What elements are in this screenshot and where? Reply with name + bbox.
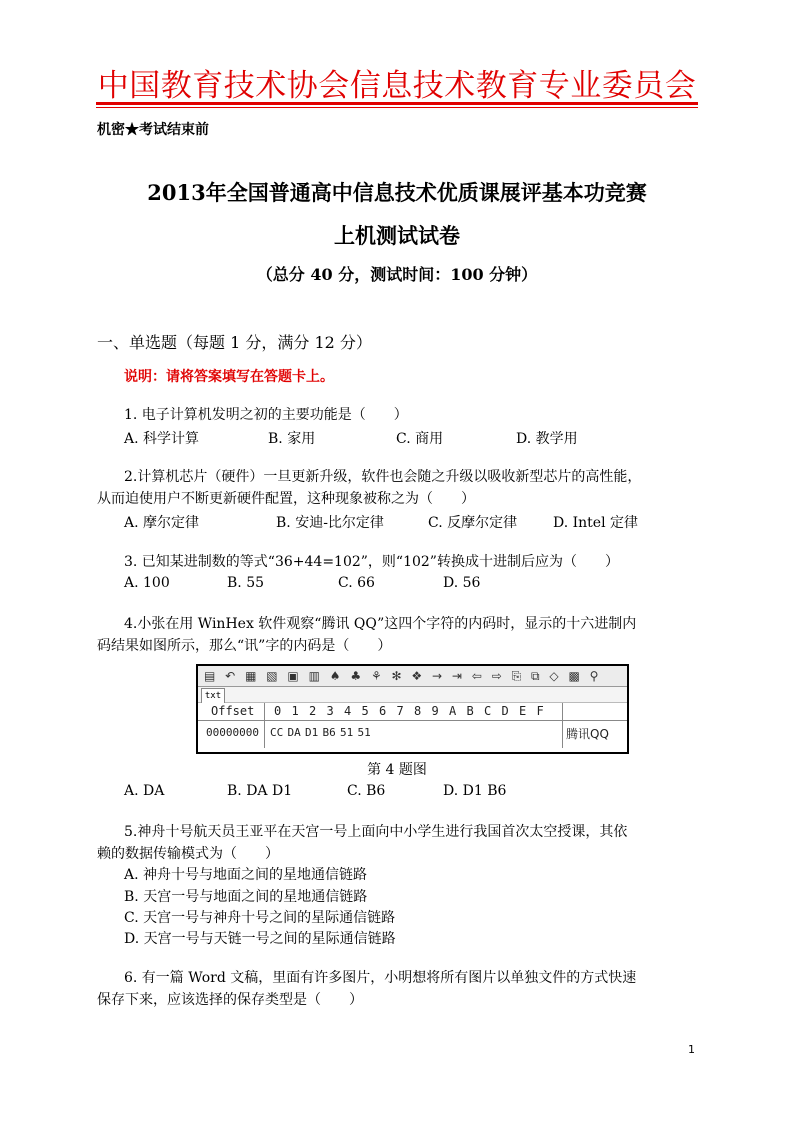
copy-icon: ▦ bbox=[245, 669, 257, 683]
winhex-data-row bbox=[198, 722, 627, 746]
hex-column-label: 4 bbox=[344, 704, 352, 718]
clipboard-icon: ▥ bbox=[308, 669, 320, 683]
question-6-stem-line2: 保存下来，应该选择的保存类型是（ ） bbox=[97, 992, 363, 1008]
winhex-file-tab: txt bbox=[201, 688, 225, 703]
undo-icon: ↶ bbox=[225, 669, 236, 683]
forward-icon: ⇨ bbox=[491, 669, 502, 683]
search-icon: ⚲ bbox=[589, 669, 599, 683]
question-2-stem-line1: 2.计算机芯片（硬件）一旦更新升级，软件也会随之升级以吸收新型芯片的高性能， bbox=[124, 469, 642, 485]
goto-offset-icon: ⇥ bbox=[451, 669, 462, 683]
header-rule-thick bbox=[96, 102, 698, 105]
question-2-stem-line2: 从而迫使用户不断更新硬件配置，这种现象被称之为（ ） bbox=[97, 491, 475, 507]
replace-icon: ⚘ bbox=[370, 669, 382, 683]
disk-icon: ⎘ bbox=[511, 669, 522, 683]
question-4-option-c: C. B6 bbox=[347, 783, 386, 799]
hex-column-label: 2 bbox=[309, 704, 317, 718]
hex-column-label: 7 bbox=[396, 704, 404, 718]
hex-column-label: E bbox=[519, 704, 527, 718]
question-5-option-c: C. 天宫一号与神舟十号之间的星际通信链路 bbox=[124, 910, 396, 926]
find-hex-icon: ♣ bbox=[350, 669, 362, 683]
exam-subtitle: 上机测试试卷 bbox=[334, 223, 460, 248]
find-next-icon: ❖ bbox=[411, 669, 423, 683]
row-offset: 00000000 bbox=[206, 726, 259, 739]
question-2-option-b: B. 安迪-比尔定律 bbox=[276, 515, 384, 531]
question-4-stem-line2: 码结果如图所示，那么“讯”字的内码是（ ） bbox=[97, 638, 392, 654]
hex-byte: D1 bbox=[305, 726, 319, 739]
hex-column-label: 0 bbox=[274, 704, 282, 718]
open-icon: ▤ bbox=[204, 669, 216, 683]
question-6-stem-line1: 6. 有一篇 Word 文稿，里面有许多图片，小明想将所有图片以单独文件的方式快速 bbox=[124, 970, 637, 986]
tools-icon: ◇ bbox=[549, 669, 559, 683]
question-5-stem-line1: 5.神舟十号航天员王亚平在天宫一号上面向中小学生进行我国首次太空授课，其依 bbox=[124, 824, 628, 840]
row-text: 腾讯QQ bbox=[566, 727, 609, 741]
page-number: 1 bbox=[688, 1043, 695, 1056]
hex-column-label: 5 bbox=[361, 704, 369, 718]
secret-mark: 机密★考试结束前 bbox=[97, 122, 209, 138]
hex-column-label: 8 bbox=[414, 704, 422, 718]
header-rule-thin bbox=[96, 107, 698, 108]
figure-caption: 第 4 题图 bbox=[367, 762, 427, 778]
question-3-option-d: D. 56 bbox=[443, 575, 481, 591]
question-1-option-a: A. 科学计算 bbox=[124, 431, 200, 447]
hex-byte: CC bbox=[270, 726, 284, 739]
question-3-option-a: A. 100 bbox=[124, 575, 170, 591]
replace-hex-icon: ✻ bbox=[391, 669, 402, 683]
hex-byte: 51 bbox=[340, 726, 354, 739]
winhex-screenshot bbox=[196, 664, 629, 754]
section-note: 说明：请将答案填写在答题卡上。 bbox=[124, 369, 334, 385]
question-4-option-d: D. D1 B6 bbox=[443, 783, 507, 799]
hex-column-label: A bbox=[449, 704, 457, 718]
hex-column-label: 6 bbox=[379, 704, 387, 718]
exam-title: 2013年全国普通高中信息技术优质课展评基本功竞赛 bbox=[147, 180, 647, 205]
question-5-stem-line2: 赖的数据传输模式为（ ） bbox=[97, 846, 279, 862]
section-heading: 一、单选题（每题 1 分，满分 12 分） bbox=[97, 333, 372, 352]
find-icon: ♠ bbox=[329, 669, 341, 683]
calc-icon: ▩ bbox=[568, 669, 580, 683]
save-icon: ▣ bbox=[287, 669, 299, 683]
question-1-option-d: D. 教学用 bbox=[516, 431, 578, 447]
question-5-option-a: A. 神舟十号与地面之间的星地通信链路 bbox=[124, 867, 368, 883]
hex-byte: B6 bbox=[322, 726, 336, 739]
question-4-stem-line1: 4.小张在用 WinHex 软件观察“腾讯 QQ”这四个字符的内码时，显示的十六进制内 bbox=[124, 616, 637, 632]
paste-icon: ▧ bbox=[266, 669, 278, 683]
question-1-option-c: C. 商用 bbox=[396, 431, 444, 447]
ram-icon: ⧉ bbox=[531, 669, 540, 683]
question-1-stem: 1. 电子计算机发明之初的主要功能是（ ） bbox=[124, 407, 408, 423]
goto-icon: → bbox=[432, 669, 443, 683]
question-2-option-a: A. 摩尔定律 bbox=[124, 515, 200, 531]
question-2-option-c: C. 反摩尔定律 bbox=[428, 515, 518, 531]
exam-score-time: （总分 40 分，测试时间：100 分钟） bbox=[256, 265, 538, 284]
hex-byte: 51 bbox=[357, 726, 371, 739]
hex-byte: DA bbox=[287, 726, 301, 739]
question-2-option-d: D. Intel 定律 bbox=[553, 515, 639, 531]
hex-column-label: B bbox=[466, 704, 474, 718]
offset-header: Offset bbox=[211, 704, 255, 718]
winhex-toolbar bbox=[198, 666, 627, 687]
question-1-option-b: B. 家用 bbox=[268, 431, 316, 447]
question-4-option-b: B. DA D1 bbox=[227, 783, 293, 799]
question-5-option-b: B. 天宫一号与地面之间的星地通信链路 bbox=[124, 889, 368, 905]
hex-column-label: 3 bbox=[326, 704, 334, 718]
question-3-option-c: C. 66 bbox=[338, 575, 375, 591]
question-3-stem: 3. 已知某进制数的等式“36+44=102”，则“102”转换成十进制后应为（ ） bbox=[124, 554, 619, 570]
back-icon: ⇦ bbox=[471, 669, 482, 683]
question-5-option-d: D. 天宫一号与天链一号之间的星际通信链路 bbox=[124, 931, 396, 947]
hex-column-label: F bbox=[536, 704, 544, 718]
winhex-tab-row bbox=[198, 687, 627, 703]
organization-header: 中国教育技术协会信息技术教育专业委员会 bbox=[97, 68, 697, 104]
question-4-option-a: A. DA bbox=[124, 783, 165, 799]
hex-column-label: D bbox=[501, 704, 509, 718]
hex-column-label: 9 bbox=[431, 704, 439, 718]
question-3-option-b: B. 55 bbox=[227, 575, 265, 591]
hex-column-label: C bbox=[484, 704, 492, 718]
hex-column-label: 1 bbox=[291, 704, 299, 718]
